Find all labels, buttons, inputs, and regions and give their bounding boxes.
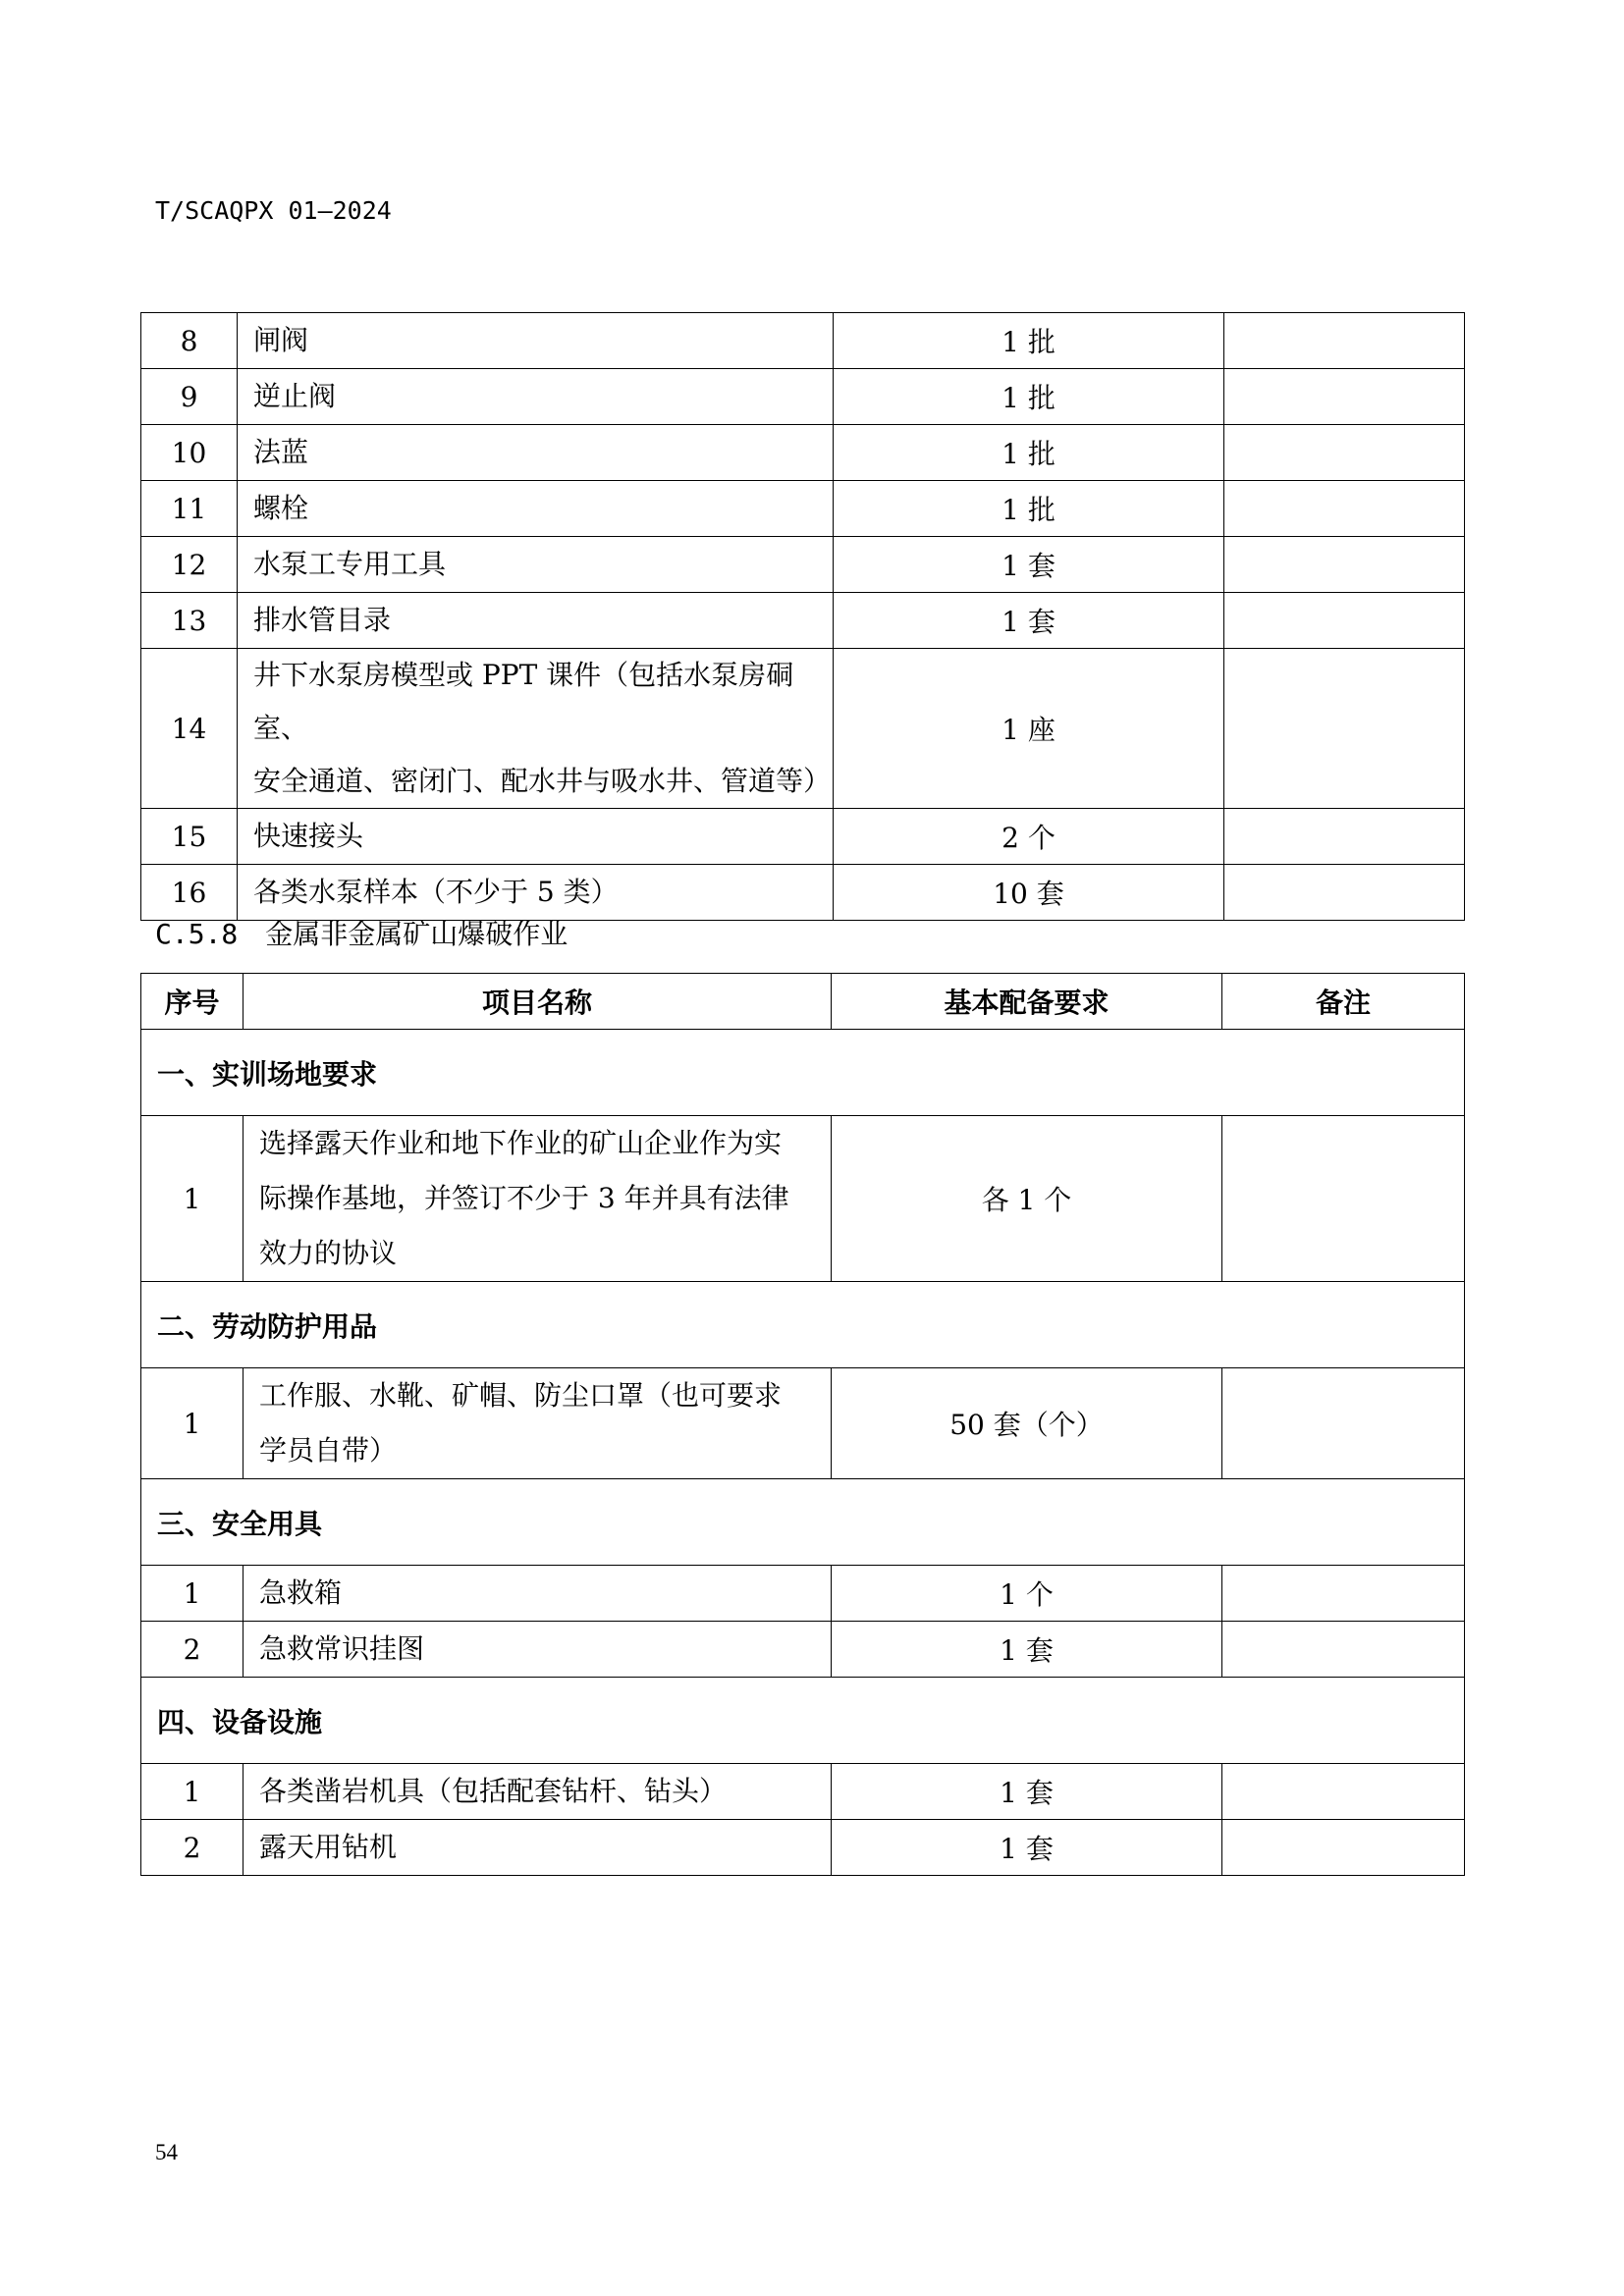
row-number: 2: [141, 1622, 244, 1678]
table-row: [141, 1764, 1465, 1820]
row-number: 2: [141, 1820, 244, 1876]
item-note: [1222, 1368, 1465, 1479]
item-note: [1224, 649, 1465, 809]
group-title: 一、实训场地要求: [141, 1030, 1465, 1116]
table-row: [141, 425, 1465, 481]
item-quantity: 1 批: [834, 481, 1224, 537]
item-note: [1224, 809, 1465, 865]
item-requirement: 1 个: [832, 1566, 1222, 1622]
item-name: 急救常识挂图: [244, 1622, 832, 1678]
page-number: 54: [155, 2140, 178, 2164]
item-name: 闸阀: [238, 313, 834, 369]
group-row: [141, 1479, 1465, 1566]
row-number: 1: [141, 1368, 244, 1479]
item-name: 水泵工专用工具: [238, 537, 834, 593]
row-number: 1: [141, 1764, 244, 1820]
table-row: [141, 1566, 1465, 1622]
group-row: [141, 1678, 1465, 1764]
item-requirement: 50 套（个）: [832, 1368, 1222, 1479]
row-number: 9: [141, 369, 238, 425]
table-row: [141, 593, 1465, 649]
section-heading: [155, 913, 568, 952]
row-number: 14: [141, 649, 238, 809]
table-row: [141, 1116, 1465, 1282]
item-name-line: 效力的协议: [259, 1237, 398, 1269]
item-name: 各类凿岩机具（包括配套钻杆、钻头）: [244, 1764, 832, 1820]
section-code: C.5.8: [155, 918, 239, 950]
item-name: [238, 649, 834, 809]
group-row: [141, 1282, 1465, 1368]
item-name: [244, 1368, 832, 1479]
item-note: [1224, 425, 1465, 481]
item-name: 急救箱: [244, 1566, 832, 1622]
row-number: 15: [141, 809, 238, 865]
item-quantity: 2 个: [834, 809, 1224, 865]
item-note: [1222, 1622, 1465, 1678]
table-row: [141, 1622, 1465, 1678]
item-requirement: 各 1 个: [832, 1116, 1222, 1282]
equipment-table-continued: [140, 312, 1465, 921]
group-title: 四、设备设施: [141, 1678, 1465, 1764]
item-note: [1222, 1820, 1465, 1876]
item-quantity: 1 套: [834, 593, 1224, 649]
table-row: [141, 537, 1465, 593]
item-requirement: 1 套: [832, 1622, 1222, 1678]
item-note: [1224, 865, 1465, 921]
item-quantity: 1 批: [834, 425, 1224, 481]
item-name-line: 安全通道、密闭门、配水井与吸水井、管道等）: [253, 765, 832, 797]
blasting-equipment-table: [140, 973, 1465, 1876]
item-name: 各类水泵样本（不少于 5 类）: [238, 865, 834, 921]
group-title: 二、劳动防护用品: [141, 1282, 1465, 1368]
table-row: [141, 1820, 1465, 1876]
item-quantity: 1 座: [834, 649, 1224, 809]
row-number: 10: [141, 425, 238, 481]
table-row: [141, 865, 1465, 921]
item-requirement: 1 套: [832, 1764, 1222, 1820]
item-note: [1224, 537, 1465, 593]
row-number: 1: [141, 1566, 244, 1622]
header-note: 备注: [1222, 974, 1465, 1030]
item-quantity: 1 批: [834, 369, 1224, 425]
item-note: [1222, 1116, 1465, 1282]
table-row: [141, 809, 1465, 865]
row-number: 1: [141, 1116, 244, 1282]
row-number: 8: [141, 313, 238, 369]
document-code: T/SCAQPX 01—2024: [155, 196, 392, 225]
item-name-line: 学员自带）: [259, 1434, 398, 1467]
header-item-name: 项目名称: [244, 974, 832, 1030]
item-note: [1224, 481, 1465, 537]
group-row: [141, 1030, 1465, 1116]
item-name: 螺栓: [238, 481, 834, 537]
table-row: [141, 481, 1465, 537]
table-row: [141, 649, 1465, 809]
group-title: 三、安全用具: [141, 1479, 1465, 1566]
item-name: 逆止阀: [238, 369, 834, 425]
item-name: 露天用钻机: [244, 1820, 832, 1876]
header-number: 序号: [141, 974, 244, 1030]
item-name-line: 工作服、水靴、矿帽、防尘口罩（也可要求: [259, 1379, 783, 1412]
header-requirement: 基本配备要求: [832, 974, 1222, 1030]
item-name: [244, 1116, 832, 1282]
table-row: [141, 1368, 1465, 1479]
table-row: [141, 369, 1465, 425]
item-requirement: 1 套: [832, 1820, 1222, 1876]
table-row: [141, 313, 1465, 369]
section-title: 金属非金属矿山爆破作业: [265, 918, 568, 950]
item-name-line: 选择露天作业和地下作业的矿山企业作为实: [259, 1127, 783, 1159]
row-number: 13: [141, 593, 238, 649]
item-note: [1222, 1764, 1465, 1820]
item-quantity: 10 套: [834, 865, 1224, 921]
row-number: 16: [141, 865, 238, 921]
item-note: [1224, 313, 1465, 369]
item-note: [1222, 1566, 1465, 1622]
item-name: 快速接头: [238, 809, 834, 865]
item-name: 排水管目录: [238, 593, 834, 649]
row-number: 11: [141, 481, 238, 537]
item-quantity: 1 批: [834, 313, 1224, 369]
item-quantity: 1 套: [834, 537, 1224, 593]
item-note: [1224, 369, 1465, 425]
item-name-line: 际操作基地，并签订不少于 3 年并具有法律: [259, 1182, 789, 1214]
item-note: [1224, 593, 1465, 649]
item-name-line: 井下水泵房模型或 PPT 课件（包括水泵房硐室、: [253, 659, 794, 744]
table-header-row: [141, 974, 1465, 1030]
row-number: 12: [141, 537, 238, 593]
item-name: 法蓝: [238, 425, 834, 481]
